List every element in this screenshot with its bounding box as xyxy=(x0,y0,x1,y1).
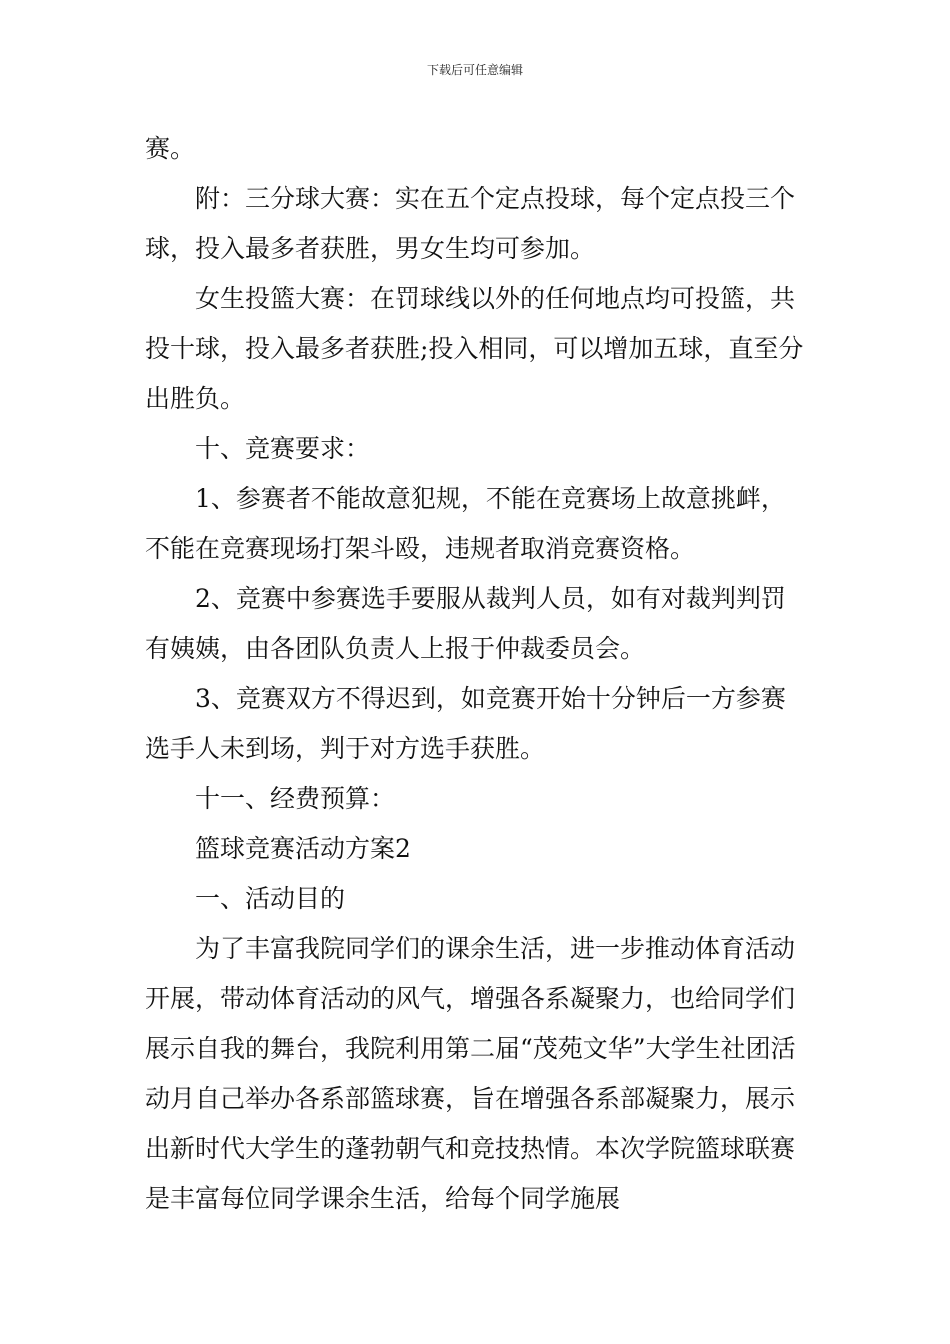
paragraph-women-shooting-contest: 女生投篮大赛：在罚球线以外的任何地点均可投篮，共投十球，投入最多者获胜;投入相同，可以增加五球，直至分出胜负。 xyxy=(145,284,804,413)
requirement-item-1: 1、参赛者不能故意犯规，不能在竞赛场上故意挑衅，不能在竞赛现场打架斗殴，违规者取消竞赛资格。 xyxy=(145,484,786,563)
paragraph-purpose: 为了丰富我院同学们的课余生活，进一步推动体育活动开展，带动体育活动的风气，增强各系凝聚力，也给同学们展示自我的舞台，我院利用第二届“茂苑文华”大学生社团活动月自己举办各系部篮球赛，旨在增强各系部凝聚力，展示出新时代大学生的蓬勃朝气和竞技热情。本次学院篮球联赛是丰富每位同学课余生活，给每个同学施展 xyxy=(145,934,796,1213)
paragraph-continuation: 赛。 xyxy=(145,134,196,163)
page-header: 下载后可任意编辑 xyxy=(426,63,523,77)
requirement-item-2: 2、竞赛中参赛选手要服从裁判人员，如有对裁判判罚有姨姨，由各团队负责人上报于仲裁委员会。 xyxy=(145,584,786,663)
section-heading-purpose: 一、活动目的 xyxy=(195,884,346,913)
section-heading-competition-requirements: 十、竞赛要求： xyxy=(195,434,371,463)
requirement-item-3: 3、竞赛双方不得迟到，如竞赛开始十分钟后一方参赛选手人未到场，判于对方选手获胜。 xyxy=(145,684,786,763)
paragraph-three-point-contest: 附：三分球大赛：实在五个定点投球，每个定点投三个球，投入最多者获胜，男女生均可参加。 xyxy=(145,184,796,263)
document-body xyxy=(145,124,807,1224)
section-heading-budget: 十一、经费预算： xyxy=(195,784,396,813)
plan-title: 篮球竞赛活动方案2 xyxy=(195,834,411,863)
